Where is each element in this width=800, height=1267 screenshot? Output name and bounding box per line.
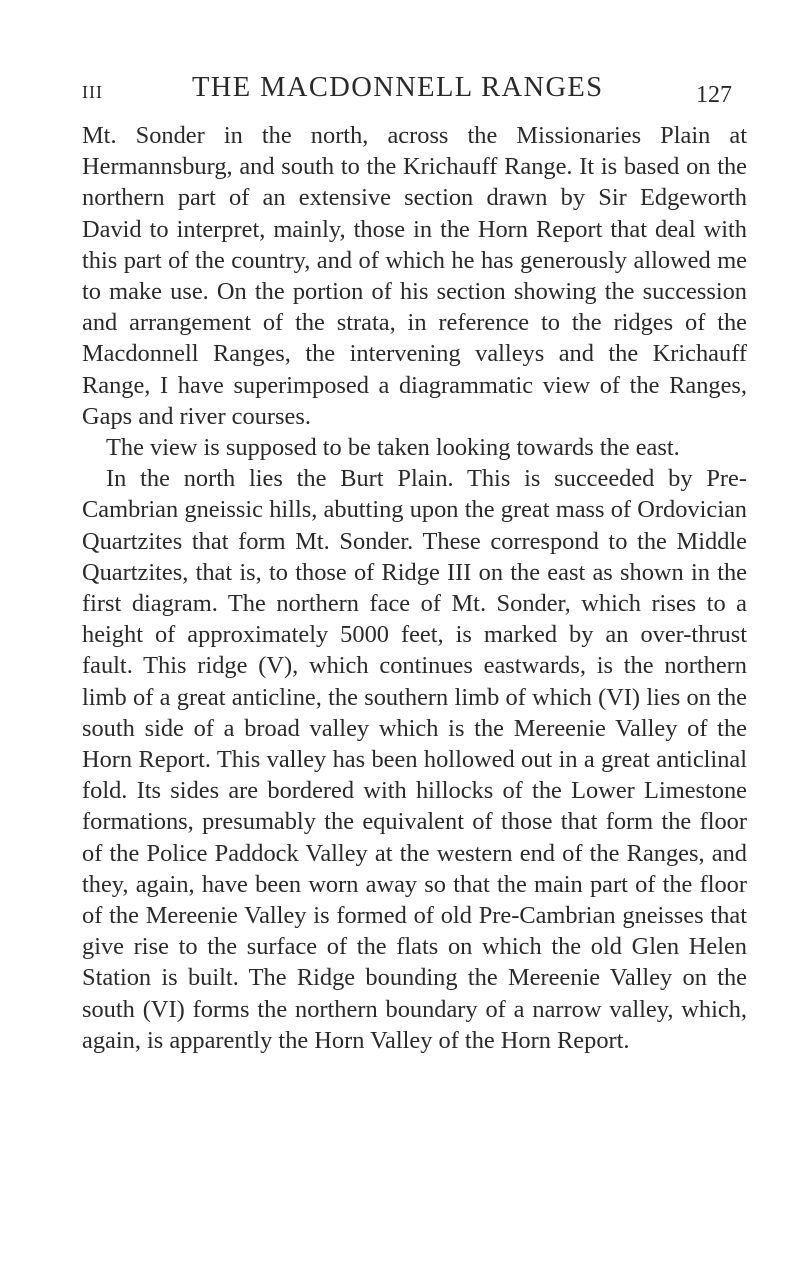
paragraph-north-description: In the north lies the Burt Plain. This is succeeded by Pre-Cambrian gneissic hills, abutting upon the great mass of Ordovician Quartzites that form Mt. Sonder. These correspond to the Middle Quartzites, that is, to those of Ridge III on the east as shown in the first diagram. The northern face of Mt. Sonder, which rises to a height of approximately 5000 feet, is marked by an over-thrust fault. This ridge (V), which continues eastwards, is the northern limb of a great anticline, the southern limb of which (VI) lies on the south side of a broad valley which is the Mereenie Valley of the Horn Report. This valley has been hollowed out in a great anticlinal fold. Its sides are bordered with hillocks of the Lower Limestone formations, presumably the equivalent of those that form the floor of the Police Paddock Valley at the western end of the Ranges, and they, again, have been worn away so that the main part of the floor of the Mereenie Valley is formed of old Pre-Cambrian gneisses that give rise to the surface of the flats on which the old Glen Helen Station is built. The Ridge bounding the Mereenie Valley on the south (VI) forms the northern boundary of a narrow valley, which, again, is apparently the Horn Valley of the Horn Report. <box>82 465 747 1054</box>
chapter-number: III <box>82 82 103 102</box>
paragraph-view-direction: The view is supposed to be taken looking towards the east. <box>106 434 680 462</box>
running-title: THE MACDONNELL RANGES <box>192 72 604 103</box>
paragraph-continuation: Mt. Sonder in the north, across the Missionaries Plain at Hermannsburg, and south to the Krichauff Range. It is based on the northern part of an extensive section drawn by Sir Edgeworth David to interpret, mainly, those in the Horn Report that deal with this part of the country, and of which he has generously allowed me to make use. On the portion of his section showing the succession and arrangement of the strata, in reference to the ridges of the Macdonnell Ranges, the intervening valleys and the Krichauff Range, I have superimposed a diagrammatic view of the Ranges, Gaps and river courses. <box>82 122 747 430</box>
body-text <box>82 120 747 1056</box>
page-number: 127 <box>696 82 732 108</box>
running-head <box>82 72 732 108</box>
